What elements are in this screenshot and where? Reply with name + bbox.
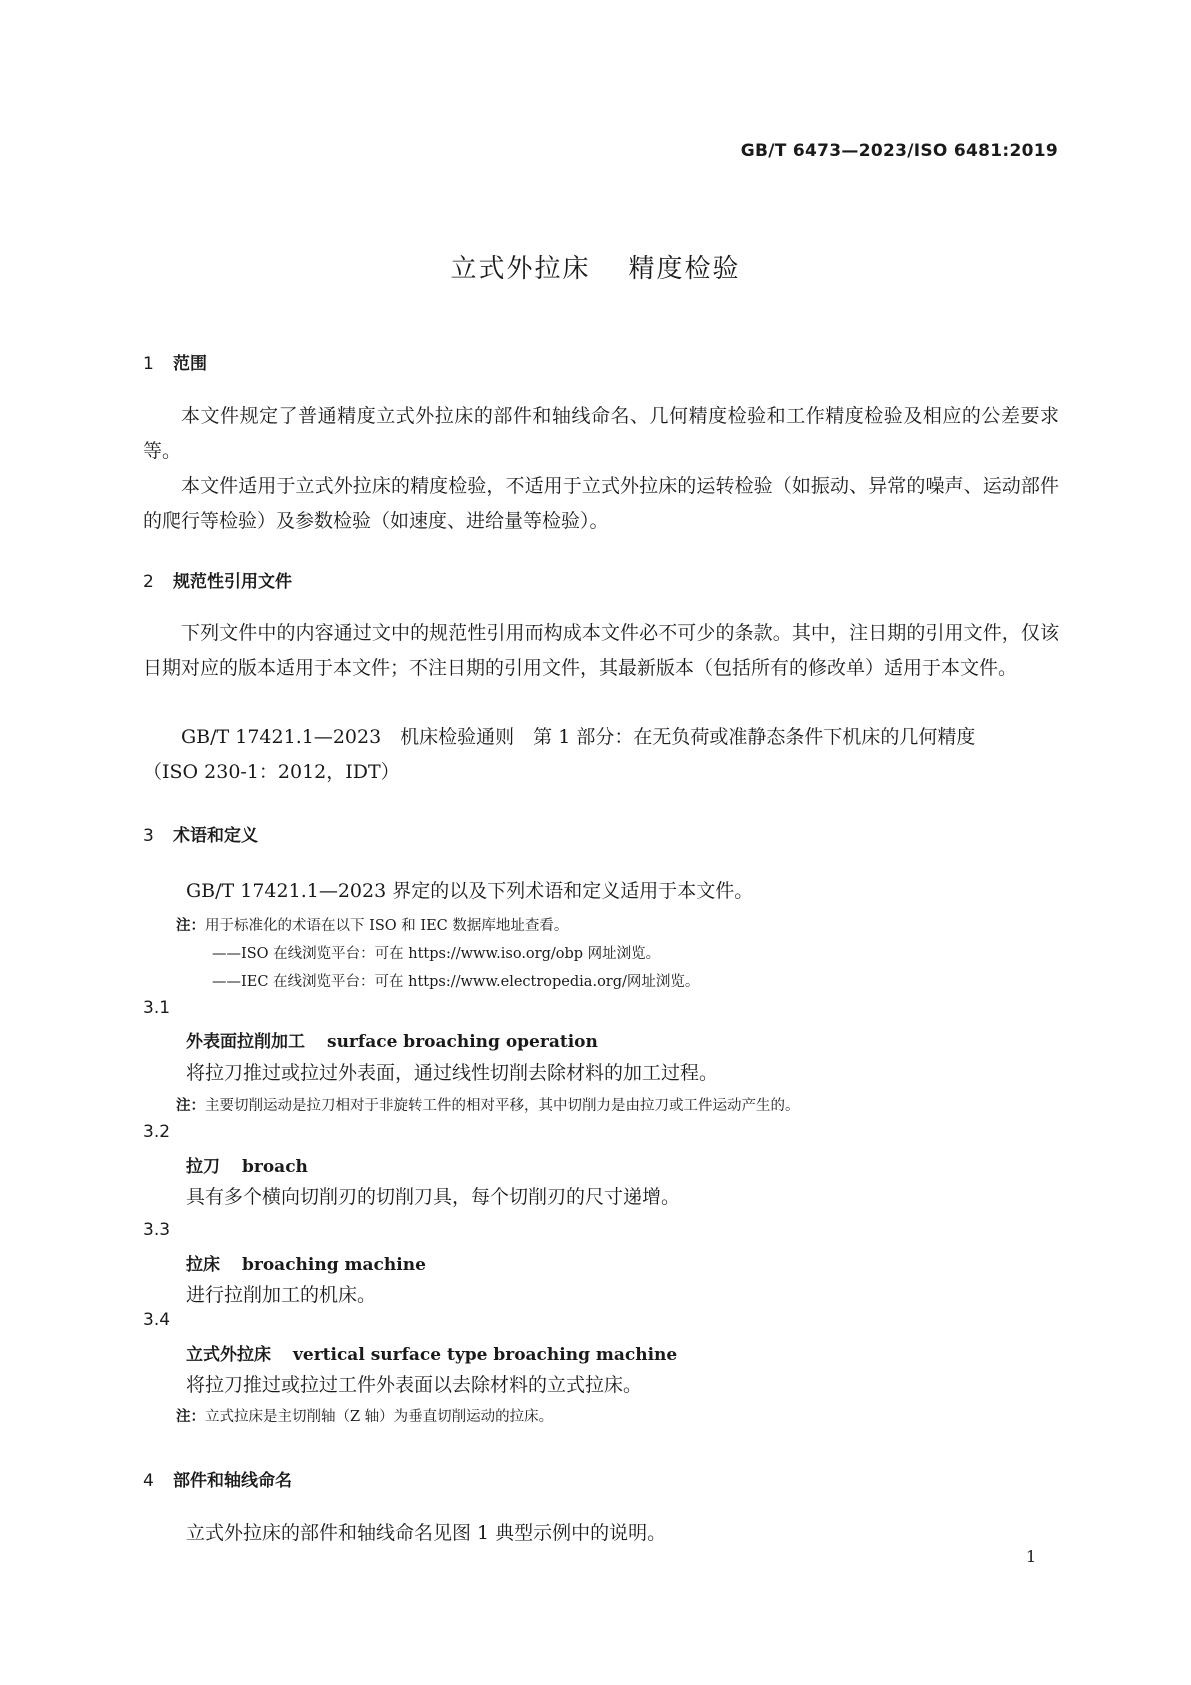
term-heading bbox=[186, 1250, 426, 1275]
term-number: 3.4 bbox=[143, 1310, 171, 1330]
title-part1: 立式外拉床 bbox=[450, 254, 591, 284]
term-note bbox=[176, 1405, 553, 1426]
term-number: 3.2 bbox=[143, 1122, 171, 1142]
section-number: 3 bbox=[143, 826, 154, 846]
term-chinese: 立式外拉床 bbox=[186, 1345, 271, 1365]
term-number: 3.1 bbox=[143, 998, 171, 1018]
note-text: 主要切削运动是拉刀相对于非旋转工件的相对平移，其中切削力是由拉刀或工件运动产生的。 bbox=[205, 1098, 800, 1114]
term-chinese: 拉刀 bbox=[186, 1157, 220, 1177]
term-number: 3.3 bbox=[143, 1220, 171, 1240]
standard-id: GB/T 6473—2023/ISO 6481:2019 bbox=[740, 141, 1058, 161]
section-title: 部件和轴线命名 bbox=[173, 1471, 292, 1491]
terms-intro: GB/T 17421.1—2023 界定的以及下列术语和定义适用于本文件。 bbox=[186, 880, 754, 902]
section-number: 1 bbox=[143, 354, 154, 374]
reference-line-1: GB/T 17421.1—2023 机床检验通则 第 1 部分：在无负荷或准静态条件下机床的几何精度 bbox=[181, 726, 976, 748]
term-english: broaching machine bbox=[242, 1255, 426, 1275]
section-number: 2 bbox=[143, 572, 154, 592]
term-definition: 将拉刀推过或拉过外表面，通过线性切削去除材料的加工过程。 bbox=[186, 1062, 719, 1084]
terms-note-item-iec: ——IEC 在线浏览平台：可在 https://www.electropedia.org/网址浏览。 bbox=[212, 974, 700, 990]
terms-note bbox=[176, 914, 568, 935]
section-2-heading bbox=[143, 567, 292, 592]
terms-note-item-iso: ——ISO 在线浏览平台：可在 https://www.iso.org/obp 网址浏览。 bbox=[212, 946, 661, 962]
note-text: 立式拉床是主切削轴（Z 轴）为垂直切削运动的拉床。 bbox=[205, 1409, 554, 1425]
note-label: 注： bbox=[176, 1098, 205, 1114]
term-english: broach bbox=[242, 1157, 308, 1177]
term-chinese: 拉床 bbox=[186, 1255, 220, 1275]
normative-references-paragraph: 下列文件中的内容通过文中的规范性引用而构成本文件必不可少的条款。其中，注日期的引用文件，仅该日期对应的版本适用于本文件；不注日期的引用文件，其最新版本（包括所有的修改单）适用于本文件。 bbox=[143, 622, 1059, 679]
term-note bbox=[176, 1094, 800, 1115]
components-paragraph: 立式外拉床的部件和轴线命名见图 1 典型示例中的说明。 bbox=[186, 1522, 667, 1544]
section-1-heading bbox=[143, 349, 207, 374]
section-3-heading bbox=[143, 821, 258, 846]
term-heading bbox=[186, 1152, 308, 1177]
section-number: 4 bbox=[143, 1471, 154, 1491]
scope-paragraph-2: 本文件适用于立式外拉床的精度检验，不适用于立式外拉床的运转检验（如振动、异常的噪声、运动部件的爬行等检验）及参数检验（如速度、进给量等检验）。 bbox=[143, 475, 1059, 532]
section-4-heading bbox=[143, 1466, 292, 1491]
note-label: 注： bbox=[176, 1409, 205, 1425]
note-label: 注： bbox=[176, 918, 205, 934]
term-heading bbox=[186, 1027, 598, 1052]
section-title: 术语和定义 bbox=[173, 826, 258, 846]
term-definition: 具有多个横向切削刃的切削刀具，每个切削刃的尺寸递增。 bbox=[186, 1186, 681, 1208]
note-text: 用于标准化的术语在以下 ISO 和 IEC 数据库地址查看。 bbox=[205, 918, 569, 934]
scope-paragraph-1: 本文件规定了普通精度立式外拉床的部件和轴线命名、几何精度检验和工作精度检验及相应的公差要求等。 bbox=[143, 405, 1059, 462]
term-chinese: 外表面拉削加工 bbox=[186, 1032, 305, 1052]
term-definition: 进行拉削加工的机床。 bbox=[186, 1284, 377, 1306]
term-english: surface broaching operation bbox=[327, 1032, 598, 1052]
reference-line-2: （ISO 230-1：2012，IDT） bbox=[143, 761, 400, 783]
term-heading bbox=[186, 1340, 677, 1365]
section-title: 范围 bbox=[173, 354, 207, 374]
section-title: 规范性引用文件 bbox=[173, 572, 292, 592]
term-definition: 将拉刀推过或拉过工件外表面以去除材料的立式拉床。 bbox=[186, 1374, 643, 1396]
page-number: 1 bbox=[1026, 1547, 1037, 1566]
title-part2: 精度检验 bbox=[628, 254, 741, 284]
term-english: vertical surface type broaching machine bbox=[293, 1345, 678, 1365]
page-title bbox=[0, 248, 1191, 285]
